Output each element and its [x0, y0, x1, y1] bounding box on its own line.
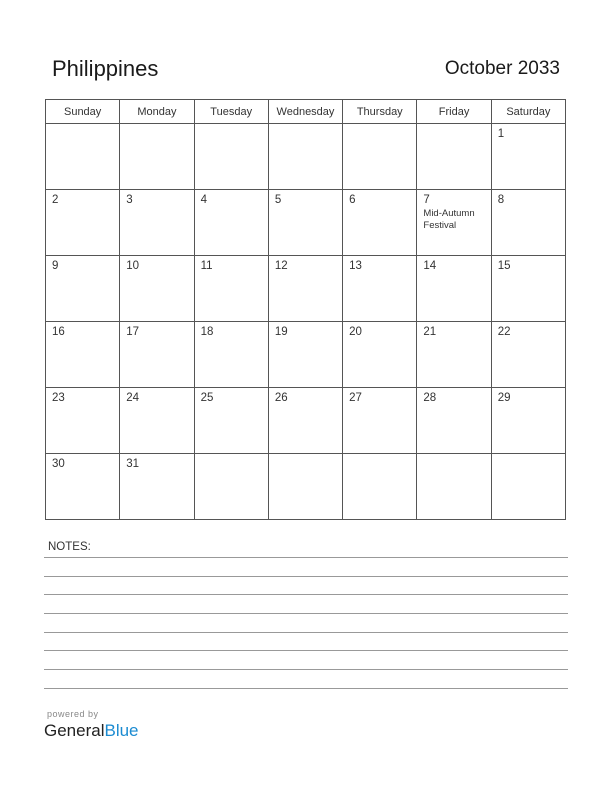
day-number: 11	[200, 260, 213, 272]
notes-line	[44, 613, 568, 614]
day-cell	[120, 322, 194, 388]
calendar-grid	[45, 99, 566, 520]
day-number: 20	[349, 326, 362, 338]
day-number: 22	[497, 326, 511, 338]
empty-day-cell	[491, 454, 565, 520]
empty-day-cell	[417, 124, 491, 190]
day-cell	[343, 190, 417, 256]
day-cell	[491, 190, 565, 256]
day-number: 10	[126, 260, 140, 272]
weekday-monday: Monday	[120, 100, 194, 124]
country-title: Philippines	[52, 56, 159, 81]
empty-day-cell	[343, 454, 417, 520]
weekday-wednesday: Wednesday	[268, 100, 342, 124]
weekday-header-row	[46, 100, 566, 124]
day-cell	[120, 190, 194, 256]
day-cell	[417, 190, 491, 256]
notes-line	[44, 688, 568, 689]
day-number: 16	[52, 326, 65, 338]
day-cell	[491, 322, 565, 388]
day-number: 13	[349, 260, 362, 272]
day-number: 30	[52, 458, 65, 470]
notes-line	[44, 594, 568, 595]
day-cell	[120, 256, 194, 322]
day-cell	[46, 322, 120, 388]
day-cell	[194, 322, 268, 388]
day-number: 27	[349, 392, 362, 404]
empty-day-cell	[194, 454, 268, 520]
day-number: 9	[52, 260, 59, 272]
day-number: 26	[274, 392, 288, 404]
holiday-label: Mid-Autumn Festival	[423, 208, 475, 231]
weekday-tuesday: Tuesday	[194, 100, 268, 124]
day-cell	[491, 388, 565, 454]
day-number: 19	[274, 326, 288, 338]
day-cell	[46, 388, 120, 454]
week-row	[46, 256, 566, 322]
empty-day-cell	[46, 124, 120, 190]
weekday-thursday: Thursday	[343, 100, 417, 124]
day-number: 4	[200, 194, 207, 206]
week-row	[46, 322, 566, 388]
day-number: 25	[200, 392, 214, 404]
day-cell	[46, 190, 120, 256]
day-cell	[343, 256, 417, 322]
week-row	[46, 190, 566, 256]
day-number: 18	[200, 326, 214, 338]
day-number: 6	[349, 194, 356, 206]
day-number: 14	[423, 260, 437, 272]
day-cell	[194, 388, 268, 454]
day-number: 17	[126, 326, 140, 338]
day-cell	[343, 322, 417, 388]
day-cell	[268, 388, 342, 454]
powered-by-text: powered by	[47, 709, 99, 719]
weekday-sunday: Sunday	[46, 100, 120, 124]
brand-blue: Blue	[104, 721, 139, 740]
day-number: 2	[52, 194, 59, 206]
brand-general: General	[44, 721, 105, 740]
brand-logo[interactable]	[44, 721, 139, 741]
notes-line	[44, 576, 568, 577]
day-cell	[268, 256, 342, 322]
day-number: 7	[423, 194, 430, 206]
empty-day-cell	[268, 454, 342, 520]
day-number: 23	[52, 392, 65, 404]
day-cell	[120, 388, 194, 454]
day-number: 1	[497, 128, 505, 140]
month-title: October 2033	[444, 58, 560, 79]
day-cell	[268, 190, 342, 256]
notes-line	[44, 632, 568, 633]
day-number: 3	[126, 194, 133, 206]
week-row	[46, 454, 566, 520]
day-number: 5	[274, 194, 282, 206]
day-cell	[194, 190, 268, 256]
day-number: 28	[423, 392, 437, 404]
empty-day-cell	[268, 124, 342, 190]
empty-day-cell	[343, 124, 417, 190]
notes-label: NOTES:	[48, 541, 91, 553]
day-cell	[46, 454, 120, 520]
day-cell	[268, 322, 342, 388]
day-cell	[417, 322, 491, 388]
day-cell	[491, 124, 565, 190]
notes-line	[44, 557, 568, 558]
weekday-saturday: Saturday	[491, 100, 565, 124]
day-number: 31	[126, 458, 140, 470]
day-cell	[120, 454, 194, 520]
day-number: 15	[497, 260, 511, 272]
day-cell	[491, 256, 565, 322]
notes-line	[44, 669, 568, 670]
day-number: 21	[423, 326, 437, 338]
day-number: 12	[274, 260, 288, 272]
notes-line	[44, 650, 568, 651]
week-row	[46, 388, 566, 454]
empty-day-cell	[194, 124, 268, 190]
day-cell	[343, 388, 417, 454]
week-row	[46, 124, 566, 190]
empty-day-cell	[120, 124, 194, 190]
day-cell	[417, 388, 491, 454]
weekday-friday: Friday	[417, 100, 491, 124]
day-number: 8	[497, 194, 505, 206]
empty-day-cell	[417, 454, 491, 520]
day-number: 29	[497, 392, 511, 404]
day-cell	[194, 256, 268, 322]
day-number: 24	[126, 392, 140, 404]
day-cell	[417, 256, 491, 322]
day-cell	[46, 256, 120, 322]
